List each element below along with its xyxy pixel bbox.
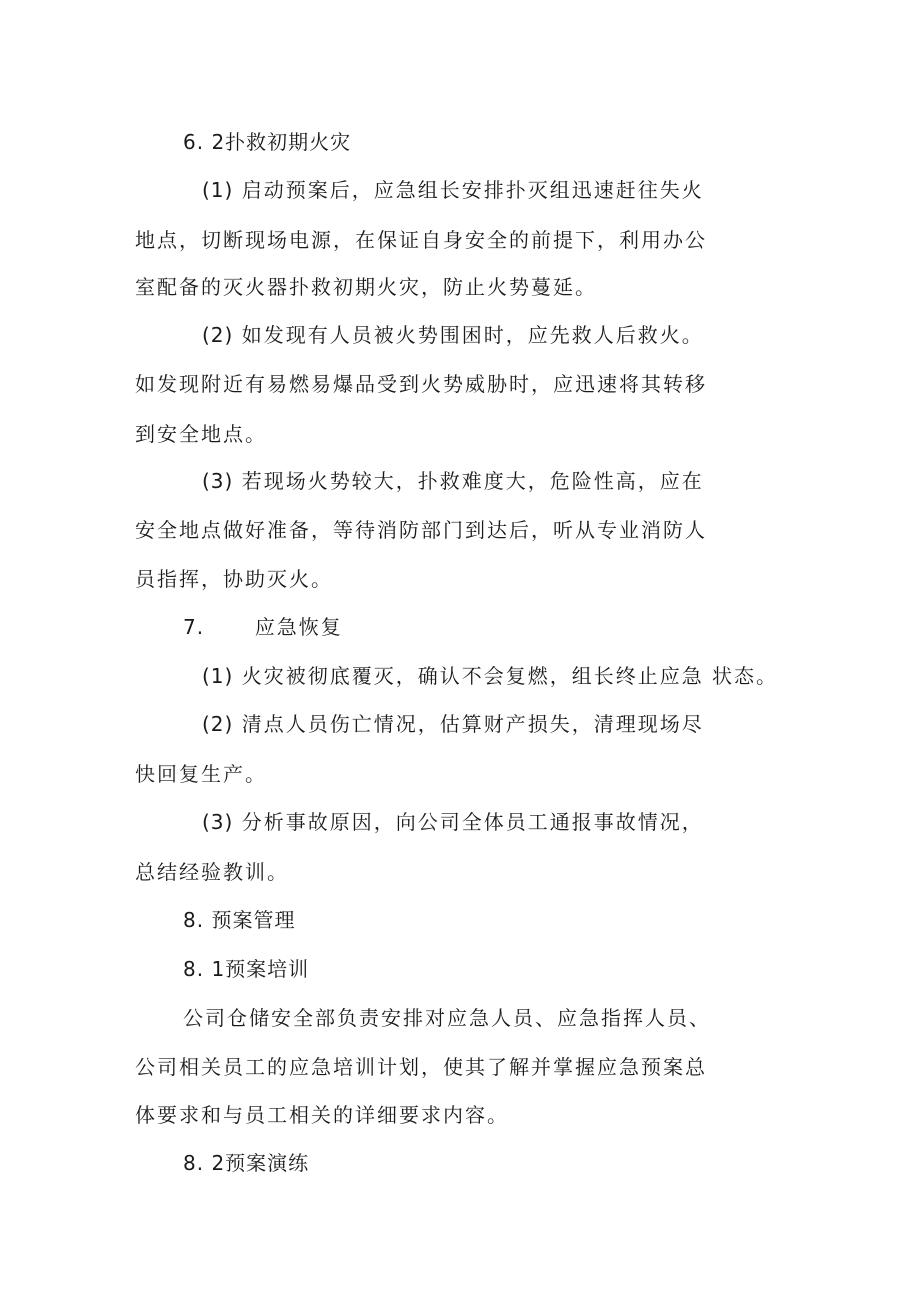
item-marker: (2) [202, 323, 234, 347]
paragraph-line: 公司仓储安全部负责安排对应急人员、应急指挥人员、 [183, 1006, 711, 1030]
section-6-2-heading: 6. 2扑救初期火灾 [183, 130, 352, 154]
item-marker: (1) [202, 178, 234, 202]
paragraph-line: 安全地点做好准备，等待消防部门到达后，听从专业消防人 [135, 518, 707, 542]
item-marker: (3) [202, 469, 234, 493]
paragraph-line: 公司相关员工的应急培训计划，使其了解并掌握应急预案总 [135, 1055, 707, 1079]
paragraph-text: 火灾被彻底覆灭，确认不会复燃，组长终止应急 状态。 [241, 664, 779, 688]
section-7-heading [183, 613, 343, 641]
paragraph-line: 员指挥，协助灭火。 [135, 567, 333, 591]
section-8-2-heading: 8. 2预案演练 [183, 1151, 310, 1175]
paragraph-line: 室配备的灭火器扑救初期火灾，防止火势蔓延。 [135, 275, 597, 299]
section-number: 7. [183, 615, 205, 639]
paragraph-line: 到安全地点。 [135, 422, 267, 446]
paragraph-line: 如发现附近有易燃易爆品受到火势威胁时，应迅速将其转移 [135, 372, 707, 396]
paragraph-line: 体要求和与员工相关的详细要求内容。 [135, 1103, 509, 1127]
section-6-2-item-3-first-line [202, 467, 704, 495]
section-6-2-item-2-first-line [202, 321, 704, 349]
paragraph-line: 快回复生产。 [135, 762, 267, 786]
section-7-item-2-first-line [202, 710, 704, 738]
item-marker: (3) [202, 810, 234, 834]
paragraph-line: 地点，切断现场电源，在保证自身安全的前提下，利用办公 [135, 228, 707, 252]
section-title: 应急恢复 [254, 615, 343, 639]
paragraph-text: 分析事故原因，向公司全体员工通报事故情况， [241, 810, 704, 834]
item-marker: (2) [202, 712, 234, 736]
paragraph-text: 启动预案后，应急组长安排扑灭组迅速赶往失火 [241, 178, 704, 202]
section-8-heading: 8. 预案管理 [183, 908, 296, 932]
section-8-1-heading: 8. 1预案培训 [183, 957, 310, 981]
section-7-item-1-first-line [202, 662, 778, 690]
item-marker: (1) [202, 664, 234, 688]
paragraph-text: 如发现有人员被火势围困时，应先救人后救火。 [241, 323, 704, 347]
paragraph-text: 清点人员伤亡情况，估算财产损失，清理现场尽 [241, 712, 704, 736]
paragraph-line: 总结经验教训。 [135, 860, 289, 884]
paragraph-text: 若现场火势较大，扑救难度大，危险性高，应在 [241, 469, 704, 493]
section-7-item-3-first-line [202, 808, 704, 836]
section-6-2-item-1-first-line [202, 176, 704, 204]
